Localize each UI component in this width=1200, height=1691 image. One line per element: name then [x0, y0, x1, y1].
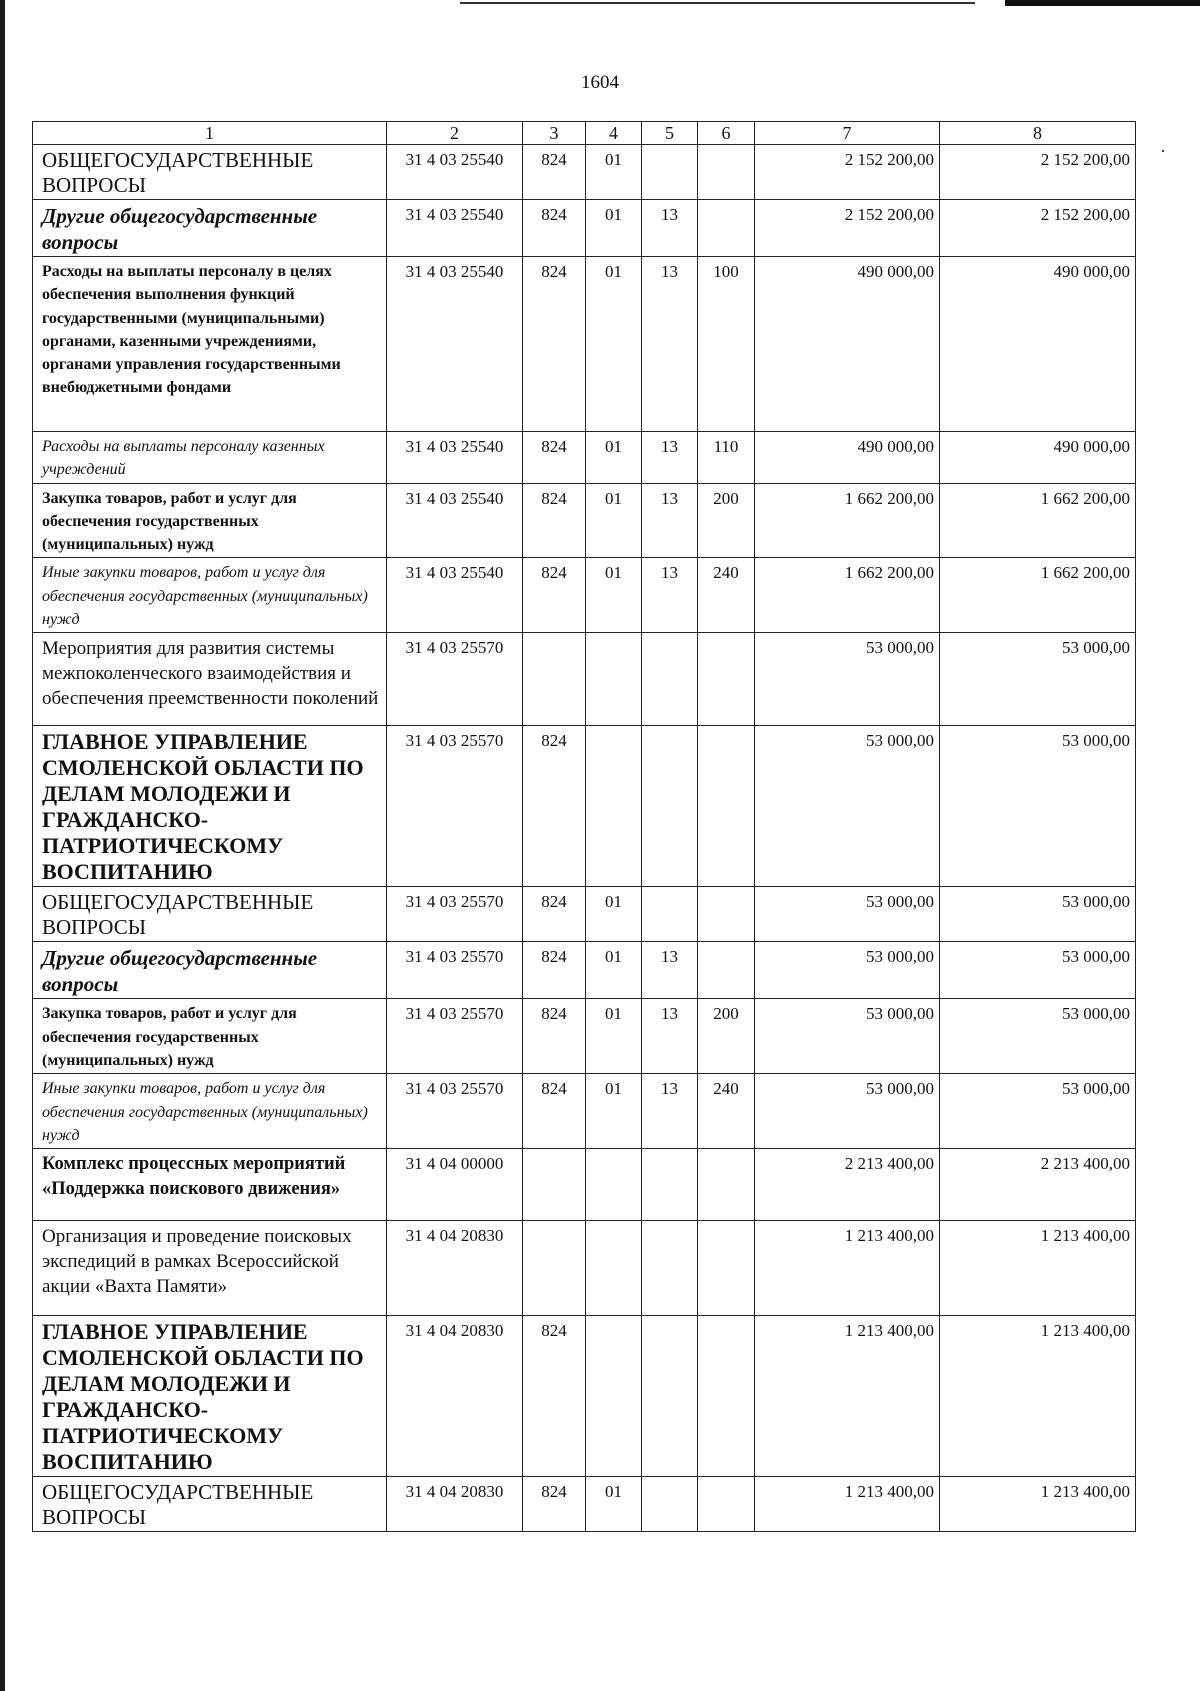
table-row	[33, 1316, 1136, 1477]
row-section: 01	[586, 200, 642, 257]
row-section: 01	[586, 432, 642, 484]
row-expense-type	[698, 887, 755, 942]
row-target-code: 31 4 03 25540	[387, 145, 523, 200]
scan-top-line	[460, 2, 975, 4]
row-target-code: 31 4 03 25540	[387, 200, 523, 257]
row-amount-2: 53 000,00	[940, 999, 1136, 1074]
row-amount-1: 1 213 400,00	[755, 1316, 940, 1477]
row-gv-code: 824	[523, 558, 586, 633]
row-target-code: 31 4 03 25570	[387, 633, 523, 726]
column-header: 4	[586, 122, 642, 145]
row-name: Расходы на выплаты персоналу казенных учреждений	[33, 432, 387, 484]
table-row	[33, 483, 1136, 558]
row-subsection	[642, 1477, 698, 1532]
row-subsection	[642, 1149, 698, 1221]
row-name: Закупка товаров, работ и услуг для обеспечения государственных (муниципальных) нужд	[33, 999, 387, 1074]
row-subsection: 13	[642, 257, 698, 432]
row-name: ОБЩЕГОСУДАРСТВЕННЫЕ ВОПРОСЫ	[33, 887, 387, 942]
row-amount-1: 2 152 200,00	[755, 145, 940, 200]
row-section: 01	[586, 887, 642, 942]
row-subsection: 13	[642, 999, 698, 1074]
row-amount-1: 53 000,00	[755, 1074, 940, 1149]
row-subsection: 13	[642, 200, 698, 257]
table-row	[33, 1221, 1136, 1316]
row-gv-code: 824	[523, 726, 586, 887]
row-amount-2: 2 152 200,00	[940, 200, 1136, 257]
row-gv-code	[523, 633, 586, 726]
row-amount-1: 53 000,00	[755, 942, 940, 999]
row-gv-code: 824	[523, 942, 586, 999]
row-amount-1: 490 000,00	[755, 432, 940, 484]
row-name: ОБЩЕГОСУДАРСТВЕННЫЕ ВОПРОСЫ	[33, 145, 387, 200]
row-target-code: 31 4 03 25570	[387, 999, 523, 1074]
table-row	[33, 200, 1136, 257]
row-amount-2: 1 213 400,00	[940, 1221, 1136, 1316]
table-row	[33, 1149, 1136, 1221]
column-header: 3	[523, 122, 586, 145]
row-target-code: 31 4 03 25540	[387, 432, 523, 484]
row-subsection: 13	[642, 558, 698, 633]
row-subsection	[642, 726, 698, 887]
column-header: 2	[387, 122, 523, 145]
row-amount-1: 1 662 200,00	[755, 558, 940, 633]
row-gv-code: 824	[523, 200, 586, 257]
row-gv-code: 824	[523, 887, 586, 942]
row-target-code: 31 4 03 25540	[387, 483, 523, 558]
row-subsection	[642, 633, 698, 726]
row-amount-2: 490 000,00	[940, 257, 1136, 432]
row-target-code: 31 4 04 20830	[387, 1316, 523, 1477]
row-amount-1: 1 662 200,00	[755, 483, 940, 558]
row-section: 01	[586, 257, 642, 432]
row-section: 01	[586, 942, 642, 999]
row-amount-2: 2 213 400,00	[940, 1149, 1136, 1221]
row-amount-2: 1 662 200,00	[940, 483, 1136, 558]
row-name: Расходы на выплаты персоналу в целях обеспечения выполнения функций государственными (муниципальными) органами, казенными учреждениями, органами управления государственными внебюджетными фондами	[33, 257, 387, 432]
row-subsection	[642, 1221, 698, 1316]
scan-speck	[1162, 150, 1164, 152]
row-amount-2: 1 213 400,00	[940, 1477, 1136, 1532]
row-amount-1: 1 213 400,00	[755, 1221, 940, 1316]
row-target-code: 31 4 03 25540	[387, 257, 523, 432]
row-gv-code	[523, 1149, 586, 1221]
row-amount-1: 53 000,00	[755, 999, 940, 1074]
row-section: 01	[586, 1477, 642, 1532]
row-expense-type	[698, 942, 755, 999]
row-expense-type: 200	[698, 999, 755, 1074]
row-target-code: 31 4 04 00000	[387, 1149, 523, 1221]
row-target-code: 31 4 03 25570	[387, 887, 523, 942]
row-amount-1: 2 213 400,00	[755, 1149, 940, 1221]
table-row	[33, 942, 1136, 999]
row-expense-type: 200	[698, 483, 755, 558]
table-row	[33, 558, 1136, 633]
row-expense-type: 240	[698, 558, 755, 633]
row-subsection: 13	[642, 483, 698, 558]
row-expense-type	[698, 633, 755, 726]
row-section	[586, 726, 642, 887]
row-name: Другие общегосударственные вопросы	[33, 200, 387, 257]
row-target-code: 31 4 03 25570	[387, 942, 523, 999]
row-name: Иные закупки товаров, работ и услуг для обеспечения государственных (муниципальных) нужд	[33, 1074, 387, 1149]
table-row	[33, 726, 1136, 887]
row-expense-type	[698, 1316, 755, 1477]
table-row	[33, 145, 1136, 200]
row-name: ГЛАВНОЕ УПРАВЛЕНИЕ СМОЛЕНСКОЙ ОБЛАСТИ ПО ДЕЛАМ МОЛОДЕЖИ И ГРАЖДАНСКО-ПАТРИОТИЧЕСКОМУ ВОСПИТАНИЮ	[33, 1316, 387, 1477]
row-section	[586, 1149, 642, 1221]
row-expense-type	[698, 145, 755, 200]
row-subsection	[642, 887, 698, 942]
row-expense-type	[698, 200, 755, 257]
row-amount-1: 2 152 200,00	[755, 200, 940, 257]
column-header: 5	[642, 122, 698, 145]
row-section: 01	[586, 145, 642, 200]
table-row	[33, 1477, 1136, 1532]
row-gv-code: 824	[523, 432, 586, 484]
row-amount-1: 1 213 400,00	[755, 1477, 940, 1532]
row-section	[586, 1316, 642, 1477]
row-name: Комплекс процессных мероприятий «Поддержка поискового движения»	[33, 1149, 387, 1221]
row-target-code: 31 4 03 25540	[387, 558, 523, 633]
row-subsection: 13	[642, 1074, 698, 1149]
row-name: ОБЩЕГОСУДАРСТВЕННЫЕ ВОПРОСЫ	[33, 1477, 387, 1532]
row-expense-type	[698, 726, 755, 887]
row-name: Другие общегосударственные вопросы	[33, 942, 387, 999]
row-expense-type: 110	[698, 432, 755, 484]
row-name: Иные закупки товаров, работ и услуг для обеспечения государственных (муниципальных) нужд	[33, 558, 387, 633]
row-amount-2: 53 000,00	[940, 887, 1136, 942]
row-section: 01	[586, 558, 642, 633]
row-target-code: 31 4 04 20830	[387, 1477, 523, 1532]
row-subsection	[642, 145, 698, 200]
table-row	[33, 257, 1136, 432]
row-amount-2: 53 000,00	[940, 942, 1136, 999]
row-expense-type: 100	[698, 257, 755, 432]
table-row	[33, 999, 1136, 1074]
row-amount-2: 1 213 400,00	[940, 1316, 1136, 1477]
row-name: Организация и проведение поисковых экспедиций в рамках Всероссийской акции «Вахта Памяти»	[33, 1221, 387, 1316]
row-gv-code: 824	[523, 257, 586, 432]
row-amount-2: 53 000,00	[940, 726, 1136, 887]
row-gv-code	[523, 1221, 586, 1316]
row-expense-type	[698, 1221, 755, 1316]
row-expense-type	[698, 1149, 755, 1221]
row-amount-1: 53 000,00	[755, 726, 940, 887]
row-amount-2: 53 000,00	[940, 1074, 1136, 1149]
table-body	[33, 122, 1136, 1532]
row-section	[586, 1221, 642, 1316]
row-subsection: 13	[642, 942, 698, 999]
row-gv-code: 824	[523, 999, 586, 1074]
row-target-code: 31 4 04 20830	[387, 1221, 523, 1316]
row-target-code: 31 4 03 25570	[387, 1074, 523, 1149]
row-section: 01	[586, 999, 642, 1074]
row-section: 01	[586, 1074, 642, 1149]
row-section	[586, 633, 642, 726]
row-amount-1: 53 000,00	[755, 887, 940, 942]
row-gv-code: 824	[523, 1074, 586, 1149]
row-amount-1: 490 000,00	[755, 257, 940, 432]
column-header: 1	[33, 122, 387, 145]
row-name: ГЛАВНОЕ УПРАВЛЕНИЕ СМОЛЕНСКОЙ ОБЛАСТИ ПО ДЕЛАМ МОЛОДЕЖИ И ГРАЖДАНСКО-ПАТРИОТИЧЕСКОМУ ВОСПИТАНИЮ	[33, 726, 387, 887]
row-gv-code: 824	[523, 1316, 586, 1477]
budget-table	[32, 121, 1136, 1532]
row-subsection: 13	[642, 432, 698, 484]
table-row	[33, 1074, 1136, 1149]
row-amount-2: 2 152 200,00	[940, 145, 1136, 200]
scan-left-edge	[0, 0, 5, 1691]
row-amount-2: 53 000,00	[940, 633, 1136, 726]
column-header: 6	[698, 122, 755, 145]
row-gv-code: 824	[523, 1477, 586, 1532]
table-row	[33, 432, 1136, 484]
row-amount-2: 1 662 200,00	[940, 558, 1136, 633]
scan-top-bar	[1005, 0, 1200, 6]
table-row	[33, 887, 1136, 942]
row-subsection	[642, 1316, 698, 1477]
row-amount-2: 490 000,00	[940, 432, 1136, 484]
row-gv-code: 824	[523, 145, 586, 200]
column-header: 8	[940, 122, 1136, 145]
column-header: 7	[755, 122, 940, 145]
table-header-row	[33, 122, 1136, 145]
row-target-code: 31 4 03 25570	[387, 726, 523, 887]
row-amount-1: 53 000,00	[755, 633, 940, 726]
row-gv-code: 824	[523, 483, 586, 558]
row-expense-type	[698, 1477, 755, 1532]
page-number: 1604	[581, 72, 619, 93]
row-name: Закупка товаров, работ и услуг для обеспечения государственных (муниципальных) нужд	[33, 483, 387, 558]
table-row	[33, 633, 1136, 726]
row-expense-type: 240	[698, 1074, 755, 1149]
row-name: Мероприятия для развития системы межпоколенческого взаимодействия и обеспечения преемственности поколений	[33, 633, 387, 726]
row-section: 01	[586, 483, 642, 558]
